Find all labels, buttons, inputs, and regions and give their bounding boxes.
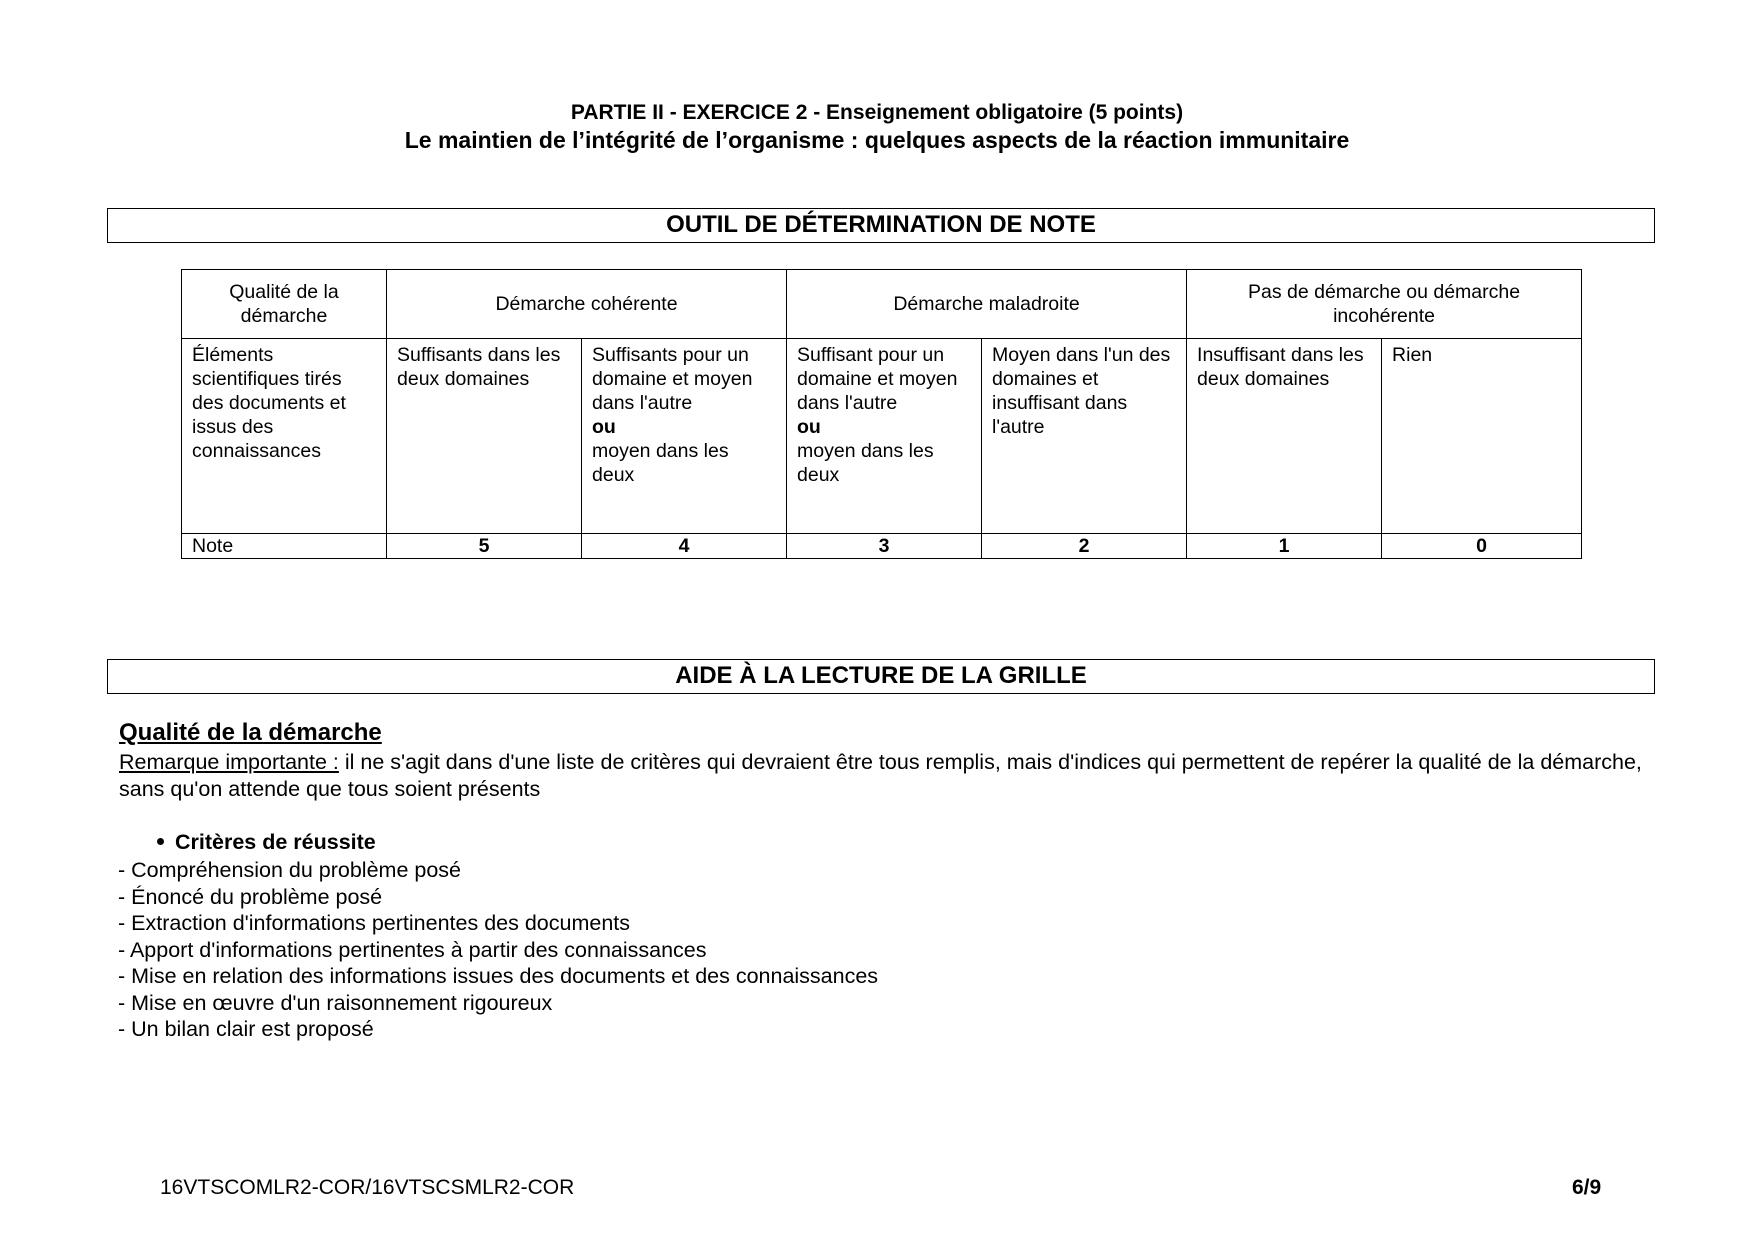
criteria-list — [118, 857, 878, 1043]
exercise-subtitle: Le maintien de l’intégrité de l’organisme : quelques aspects de la réaction immunitaire — [404, 127, 1350, 153]
note-value: 0 — [1382, 534, 1582, 559]
list-item: - Un bilan clair est proposé — [118, 1017, 374, 1041]
remark-label: Remarque importante : — [119, 750, 339, 774]
grading-table — [181, 269, 1582, 559]
remark-paragraph — [119, 749, 1659, 803]
list-item: - Compréhension du problème posé — [118, 858, 462, 882]
table-row — [182, 534, 1582, 559]
row-label-note: Note — [182, 534, 387, 559]
cell-level-4 — [582, 339, 787, 534]
note-value: 4 — [582, 534, 787, 559]
bullet-icon — [157, 838, 164, 845]
header-demarche-coherente: Démarche cohérente — [387, 270, 787, 339]
exercise-heading: PARTIE II - EXERCICE 2 - Enseignement obligatoire (5 points) — [570, 101, 1184, 124]
row-label-quality: Qualité de la démarche — [182, 270, 387, 339]
criteria-heading — [157, 830, 376, 855]
section-title-grading-tool: OUTIL DE DÉTERMINATION DE NOTE — [107, 208, 1655, 243]
table-row — [182, 270, 1582, 339]
list-item: - Apport d'informations pertinentes à partir des connaissances — [118, 937, 707, 962]
cell-level-1: Insuffisant dans les deux domaines — [1187, 339, 1382, 534]
quality-heading: Qualité de la démarche — [119, 719, 382, 746]
cell-level-0: Rien — [1382, 339, 1582, 534]
cell-level-3 — [787, 339, 982, 534]
list-item: - Mise en œuvre d'un raisonnement rigoureux — [118, 990, 553, 1015]
section-title-reading-aid: AIDE À LA LECTURE DE LA GRILLE — [107, 659, 1655, 694]
row-label-elements: Éléments scientifiques tirés des documents et issus des connaissances — [182, 339, 387, 534]
note-value: 2 — [982, 534, 1187, 559]
cell-text: Suffisants pour un domaine et moyen dans l'autre — [592, 344, 753, 414]
cell-level-5: Suffisants dans les deux domaines — [387, 339, 582, 534]
cell-text: Suffisant pour un domaine et moyen dans l'autre — [797, 344, 958, 414]
cell-level-2: Moyen dans l'un des domaines et insuffisant dans l'autre — [982, 339, 1187, 534]
table-row — [182, 339, 1582, 534]
criteria-heading-text: Critères de réussite — [175, 830, 376, 854]
header-demarche-maladroite: Démarche maladroite — [787, 270, 1187, 339]
header-demarche-incoherente: Pas de démarche ou démarche incohérente — [1187, 270, 1582, 339]
cell-or: ou — [592, 416, 616, 438]
cell-or: ou — [797, 416, 821, 438]
document-code: 16VTSCOMLR2-COR/16VTSCSMLR2-COR — [160, 1176, 575, 1199]
note-value: 1 — [1187, 534, 1382, 559]
cell-text: moyen dans les deux — [797, 440, 934, 486]
remark-text: il ne s'agit dans d'une liste de critères qui devraient être tous remplis, mais d'indices qui permettent de repérer la qualité de la démarche, sans qu'on attende que tous soient présents — [119, 750, 1642, 801]
list-item: - Mise en relation des informations issues des documents et des connaissances — [118, 964, 879, 988]
list-item: - Énoncé du problème posé — [118, 884, 383, 909]
list-item: - Extraction d'informations pertinentes des documents — [118, 911, 631, 935]
page-number: 6/9 — [1572, 1176, 1602, 1199]
note-value: 3 — [787, 534, 982, 559]
cell-text: moyen dans les deux — [592, 440, 729, 486]
note-value: 5 — [387, 534, 582, 559]
